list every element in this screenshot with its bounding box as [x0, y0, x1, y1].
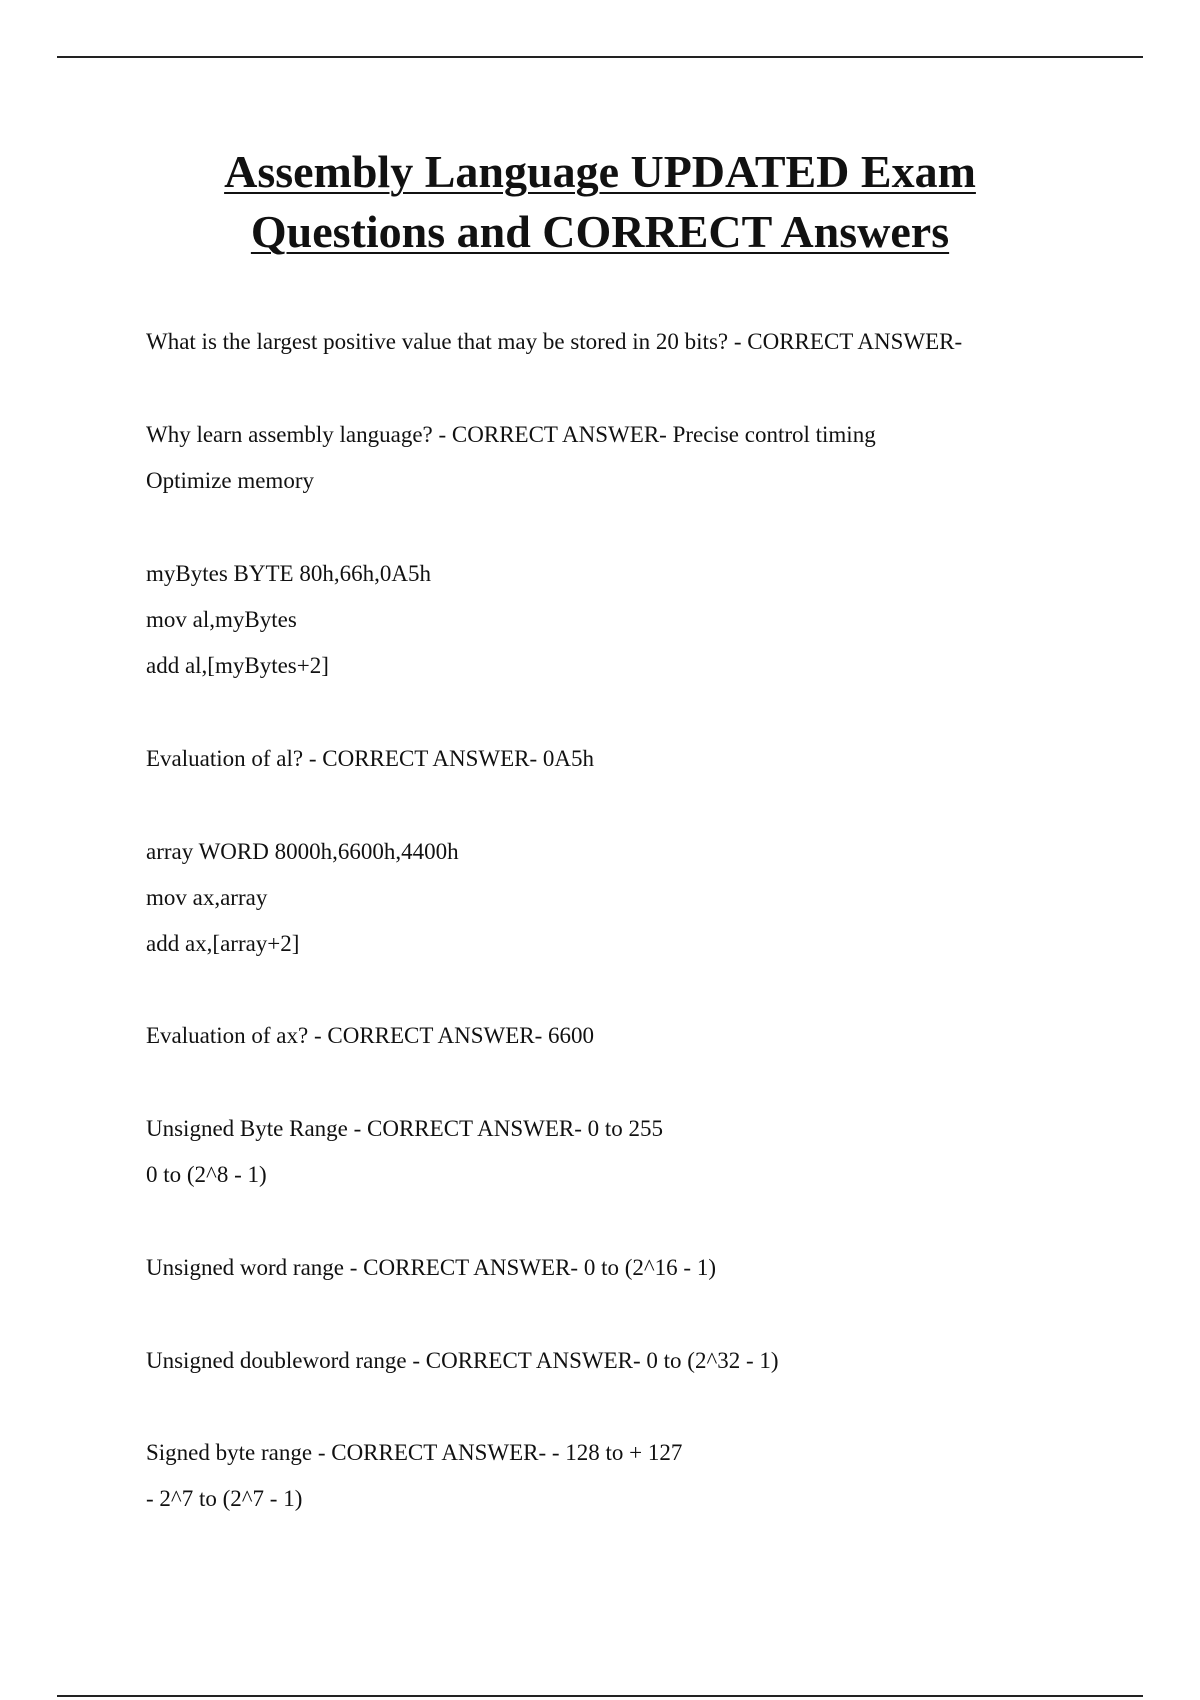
answer-line: 0 to (2^8 - 1)	[146, 1162, 267, 1187]
question-line: Unsigned Byte Range - CORRECT ANSWER- 0 to 255	[146, 1116, 664, 1141]
code-line: mov ax,array	[146, 885, 268, 910]
code-line: array WORD 8000h,6600h,4400h	[146, 839, 459, 864]
code-line: myBytes BYTE 80h,66h,0A5h	[146, 561, 431, 586]
answer-line: - 2^7 to (2^7 - 1)	[146, 1486, 303, 1511]
question-line: Signed byte range - CORRECT ANSWER- - 128 to + 127	[146, 1440, 683, 1465]
bottom-rule	[57, 1695, 1143, 1697]
code-line: mov al,myBytes	[146, 607, 297, 632]
question-line: Unsigned doubleword range - CORRECT ANSWER- 0 to (2^32 - 1)	[146, 1348, 779, 1373]
answer-line: Optimize memory	[146, 468, 314, 493]
question-line: Why learn assembly language? - CORRECT ANSWER- Precise control timing	[146, 422, 876, 447]
title-line-1: Assembly Language UPDATED Exam	[224, 146, 976, 197]
question-line: Evaluation of ax? - CORRECT ANSWER- 6600	[146, 1023, 595, 1048]
title-line-2: Questions and CORRECT Answers	[250, 206, 950, 257]
question-line: Unsigned word range - CORRECT ANSWER- 0 to (2^16 - 1)	[146, 1255, 716, 1280]
code-line: add ax,[array+2]	[146, 931, 300, 956]
question-line: What is the largest positive value that may be stored in 20 bits? - CORRECT ANSWER-	[146, 329, 963, 354]
question-line: Evaluation of al? - CORRECT ANSWER- 0A5h	[146, 746, 595, 771]
code-line: add al,[myBytes+2]	[146, 653, 329, 678]
